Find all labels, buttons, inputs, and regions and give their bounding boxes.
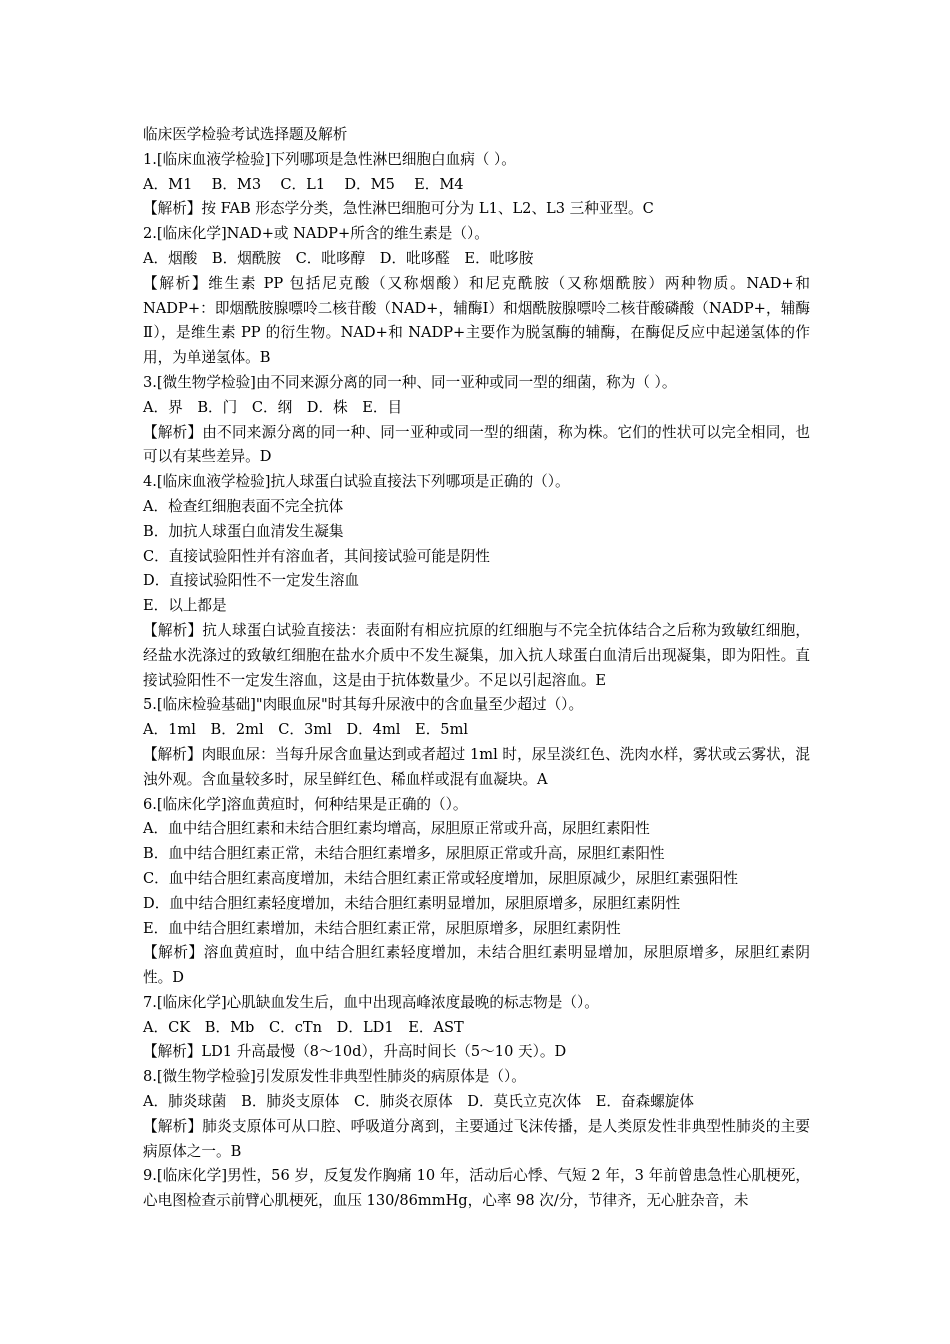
- question-6-option-a: A．血中结合胆红素和未结合胆红素均增高，尿胆原正常或升高，尿胆红素阳性: [143, 820, 650, 838]
- question-4-option-b: B．加抗人球蛋白血清发生凝集: [143, 522, 344, 540]
- question-2-analysis: 【解析】维生素 PP 包括尼克酸（又称烟酸）和尼克酰胺（又称烟酰胺）两种物质。NAD+和 NADP+：即烟酰胺腺嘌呤二核苷酸（NAD+，辅酶Ⅰ）和烟酰胺腺嘌呤二核苷酸磷酸（NADP+，辅酶Ⅱ），是维生素 PP 的衍生物。NAD+和 NADP+主要作为脱氢酶的辅酶，在酶促反应中起递氢体的作用，为单递氢体。B: [143, 274, 810, 367]
- question-3-stem: 3.[微生物学检验]由不同来源分离的同一种、同一亚种或同一型的细菌，称为（ ）。: [143, 373, 677, 391]
- question-1-analysis: 【解析】按 FAB 形态学分类，急性淋巴细胞可分为 L1、L2、L3 三种亚型。C: [143, 200, 654, 218]
- question-8-stem: 8.[微生物学检验]引发原发性非典型性肺炎的病原体是（）。: [143, 1068, 526, 1086]
- question-7-analysis: 【解析】LD1 升高最慢（8～10d），升高时间长（5～10 天）。D: [143, 1043, 567, 1061]
- question-7-options: A．CK B．Mb C．cTn D．LD1 E．AST: [143, 1018, 464, 1036]
- question-4-option-c: C．直接试验阳性并有溶血者，其间接试验可能是阴性: [143, 547, 490, 565]
- question-5-stem: 5.[临床检验基础]"肉眼血尿"时其每升尿液中的含血量至少超过（）。: [143, 696, 584, 714]
- question-8-analysis: 【解析】肺炎支原体可从口腔、呼吸道分离到，主要通过飞沫传播，是人类原发性非典型性肺炎的主要病原体之一。B: [143, 1117, 810, 1160]
- question-4-analysis: 【解析】抗人球蛋白试验直接法：表面附有相应抗原的红细胞与不完全抗体结合之后称为致敏红细胞，经盐水洗涤过的致敏红细胞在盐水介质中不发生凝集，加入抗人球蛋白血清后出现凝集，即为阳性。直接试验阳性不一定发生溶血，这是由于抗体数量少。不足以引起溶血。E: [143, 621, 810, 689]
- question-5-analysis: 【解析】肉眼血尿：当每升尿含血量达到或者超过 1ml 时，尿呈淡红色、洗肉水样，雾状或云雾状，混浊外观。含血量较多时，尿呈鲜红色、稀血样或混有血凝块。A: [143, 745, 810, 788]
- question-4-option-e: E．以上都是: [143, 597, 227, 615]
- question-6-option-e: E．血中结合胆红素增加，未结合胆红素正常，尿胆原增多，尿胆红素阴性: [143, 919, 621, 937]
- question-5-options: A．1ml B．2ml C．3ml D．4ml E．5ml: [143, 721, 469, 739]
- question-3-options: A．界 B．门 C．纲 D．株 E．目: [143, 398, 403, 416]
- question-9-stem: 9.[临床化学]男性，56 岁，反复发作胸痛 10 年，活动后心悸、气短 2 年，3 年前曾患急性心肌梗死，心电图检查示前臂心肌梗死，血压 130/86mmHg，心率 98 次/分，节律齐，无心脏杂音，未: [143, 1167, 810, 1210]
- question-7-stem: 7.[临床化学]心肌缺血发生后，血中出现高峰浓度最晚的标志物是（）。: [143, 993, 599, 1011]
- question-6-analysis: 【解析】溶血黄疸时，血中结合胆红素轻度增加，未结合胆红素明显增加，尿胆原增多，尿胆红素阴性。D: [143, 944, 810, 987]
- question-4-option-a: A．检查红细胞表面不完全抗体: [143, 497, 344, 515]
- question-4-stem: 4.[临床血液学检验]抗人球蛋白试验直接法下列哪项是正确的（）。: [143, 473, 570, 491]
- document-body: [143, 123, 810, 1214]
- question-3-analysis: 【解析】由不同来源分离的同一种、同一亚种或同一型的细菌，称为株。它们的性状可以完全相同，也可以有某些差异。D: [143, 423, 810, 466]
- question-6-option-d: D．血中结合胆红素轻度增加，未结合胆红素明显增加，尿胆原增多，尿胆红素阴性: [143, 894, 681, 912]
- document-title: 临床医学检验考试选择题及解析: [143, 126, 348, 143]
- question-2-stem: 2.[临床化学]NAD+或 NADP+所含的维生素是（）。: [143, 225, 489, 243]
- question-6-option-c: C．血中结合胆红素高度增加，未结合胆红素正常或轻度增加，尿胆原减少，尿胆红素强阳性: [143, 869, 738, 887]
- question-6-option-b: B．血中结合胆红素正常，未结合胆红素增多，尿胆原正常或升高，尿胆红素阳性: [143, 845, 665, 863]
- question-6-stem: 6.[临床化学]溶血黄疸时，何种结果是正确的（）。: [143, 795, 468, 813]
- question-4-option-d: D．直接试验阳性不一定发生溶血: [143, 572, 360, 590]
- question-1-options: A．M1 B．M3 C．L1 D．M5 E．M4: [143, 175, 464, 193]
- question-2-options: A．烟酸 B．烟酰胺 C．吡哆醇 D．吡哆醛 E．吡哆胺: [143, 249, 534, 267]
- question-1-stem: 1.[临床血液学检验]下列哪项是急性淋巴细胞白血病（ ）。: [143, 150, 516, 168]
- question-8-options: A．肺炎球菌 B．肺炎支原体 C．肺炎衣原体 D．莫氏立克次体 E．奋森螺旋体: [143, 1093, 694, 1111]
